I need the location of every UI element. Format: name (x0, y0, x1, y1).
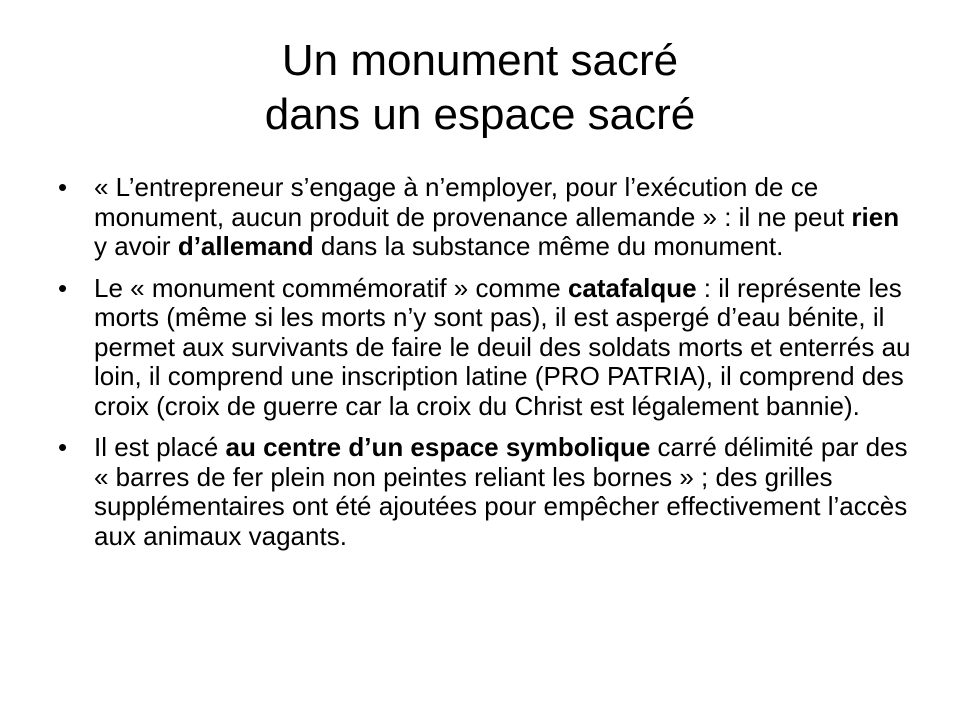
slide-title-line-2: dans un espace sacré (264, 90, 696, 139)
slide-title-line-1: Un monument sacré (281, 36, 679, 85)
bullet-dot-icon: • (58, 172, 68, 202)
slide-title (0, 34, 960, 142)
bullet-1-emphasis-rien: rien (851, 201, 900, 232)
bullet-1-emphasis-allemand: d’allemand (177, 231, 314, 261)
bullet-dot-icon: • (58, 272, 68, 303)
bullet-3-text-a: Il est placé (94, 432, 226, 462)
bullet-2-emphasis-catafalque: catafalque (567, 272, 697, 303)
bullet-1-text-b: y avoir (94, 231, 178, 261)
bullet-dot-icon: • (58, 432, 68, 462)
bullet-1-text-a: « L’entrepreneur s’engage à n’employer, pour l’exécution de ce monument, aucun produit de provenance allemande » : il ne peut (94, 172, 852, 232)
bullet-1-text-c: dans la substance même du monument. (313, 231, 784, 261)
bullet-item-3 (56, 433, 916, 551)
bullet-item-2 (56, 274, 916, 422)
bullet-list (56, 173, 916, 563)
bullet-3-text-b: carré délimité par des « barres de fer plein non peintes reliant les bornes » ; des grilles supplémentaires ont été ajoutées pour empêcher effectivement l’accès aux animaux vagants. (94, 432, 908, 551)
bullet-item-1 (56, 173, 916, 262)
bullet-2-text-b: : il représente les morts (même si les morts n’y sont pas), il est aspergé d’eau bénite, il permet aux survivants de faire le deuil des soldats morts et enterrés au loin, il comprend une inscription latine (PRO PATRIA), il comprend des croix (croix de guerre car la croix du Christ est légalement bannie). (94, 272, 911, 421)
bullet-2-text-a: Le « monument commémoratif » comme (94, 272, 568, 303)
bullet-3-emphasis-espace: au centre d’un espace symbolique (225, 432, 651, 462)
